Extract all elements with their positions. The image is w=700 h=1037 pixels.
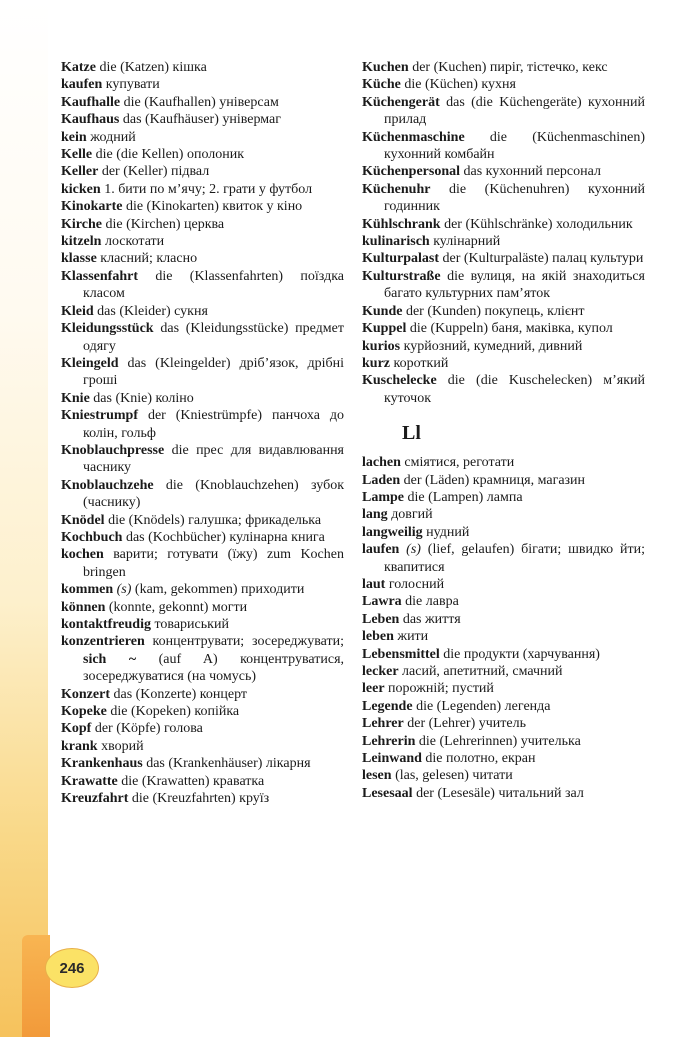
dictionary-entry (61, 755, 344, 772)
entry-definition: das (Knie) коліно (89, 390, 194, 406)
entry-headword: laufen (362, 542, 400, 558)
entry-headword: Lehrerin (362, 733, 416, 749)
entry-headword: Küchenuhr (362, 181, 431, 197)
dictionary-entry (61, 250, 344, 267)
entry-definition: жодний (86, 129, 136, 145)
entry-definition: die (Küchen) кухня (400, 77, 516, 93)
entry-definition: die (die Kuschelecken) м’який куточок (384, 373, 645, 406)
entry-definition: die (Kuppeln) баня, маківка, купол (406, 321, 613, 337)
entry-headword: Kniestrumpf (61, 408, 138, 424)
dictionary-entry (61, 94, 344, 111)
entry-definition: die (Kreuzfahrten) круїз (128, 791, 270, 807)
dictionary-entry (61, 407, 344, 442)
dictionary-entry (362, 767, 645, 784)
entry-headword: leben (362, 629, 394, 645)
left-column (61, 59, 344, 807)
entry-definition: die (Küchenuhren) кухонний годинник (384, 181, 645, 215)
entry-headword: Keller (61, 164, 99, 180)
entry-definition: das (Kochbücher) кулінарна книга (122, 529, 325, 545)
dictionary-entry (362, 216, 645, 233)
entry-definition: кулінарний (429, 234, 501, 250)
entry-headword: Kaufhaus (61, 112, 120, 128)
entry-definition: варити; готувати (їжу) zum Kochen bringen (83, 547, 344, 580)
entry-headword: Kopeke (61, 704, 107, 720)
entry-definition: die (Legenden) легенда (412, 698, 551, 714)
entry-definition: 1. бити по м’ячу; 2. грати у футбол (100, 181, 313, 197)
entry-headword: Lampe (362, 489, 404, 505)
dictionary-entry (362, 250, 645, 267)
dictionary-entry (362, 472, 645, 489)
entry-definition: die прес для видавлювання часнику (83, 442, 344, 476)
entry-headword: Laden (362, 472, 401, 488)
dictionary-entry (362, 94, 645, 129)
entry-definition: довгий (387, 507, 433, 523)
right-column-k-entries (362, 59, 645, 407)
entry-headword: kicken (61, 181, 101, 197)
dictionary-entry (61, 738, 344, 755)
entry-definition: das (Kleider) сукня (93, 303, 208, 319)
entry-definition: das (Kleidungsstücke) предмет одягу (83, 321, 344, 354)
entry-definition: das (Kleingelder) дріб’язок, дрібні гроші (83, 355, 344, 389)
entry-headword: kommen (61, 582, 114, 598)
entry-definition: ласий, апетитний, смачний (398, 664, 563, 679)
entry-definition: die (Klassenfahrten) поїздка класом (83, 268, 344, 302)
entry-headword: Kuschelecke (362, 373, 437, 389)
entry-headword: Klassenfahrt (61, 268, 138, 284)
entry-definition: der (Kniestrümpfe) панчоха до колін, гольф (83, 408, 344, 441)
dictionary-entry (61, 790, 344, 807)
entry-definition: (konnte, gekonnt) могти (105, 599, 248, 615)
dictionary-entry (61, 616, 344, 633)
entry-headword: Knie (61, 390, 90, 406)
dictionary-entry (61, 181, 344, 198)
entry-definition: (las, gelesen) читати (391, 768, 513, 784)
entry-headword: kaufen (61, 77, 103, 93)
dictionary-entry (61, 59, 344, 76)
entry-definition: die (Krawatten) краватка (117, 773, 265, 789)
entry-headword: kontaktfreudig (61, 617, 151, 632)
entry-definition: die продукти (харчування) (439, 646, 600, 662)
dictionary-entry (362, 76, 645, 93)
entry-definition: die (Kopeken) копійка (106, 704, 240, 720)
entry-headword: Küchenmaschine (362, 129, 465, 145)
entry-headword: krank (61, 738, 98, 754)
entry-definition: das життя (399, 611, 461, 627)
dictionary-entry (362, 611, 645, 628)
dictionary-entry (362, 698, 645, 715)
entry-headword: Lehrer (362, 716, 404, 732)
margin-stripe (0, 0, 48, 1037)
dictionary-entry (61, 686, 344, 703)
entry-headword: kurios (362, 338, 401, 354)
entry-definition: die вулиця, на якій знаходиться багато культурних пам’яток (384, 268, 645, 302)
entry-headword: kulinarisch (362, 234, 430, 250)
entry-headword: kitzeln (61, 234, 102, 250)
entry-definition: нудний (422, 524, 470, 540)
entry-headword: lecker (362, 664, 399, 679)
entry-grammar-note: (s) (399, 542, 421, 558)
dictionary-entry (362, 680, 645, 697)
entry-definition: das (die Küchengeräte) кухонний прилад (384, 94, 645, 128)
dictionary-entry (61, 477, 344, 512)
entry-definition: der (Kühlschränke) холодильник (440, 216, 633, 232)
dictionary-entry (61, 76, 344, 93)
entry-headword: langweilig (362, 524, 423, 540)
entry-definition: порожній; пустий (384, 681, 494, 697)
entry-headword: Leinwand (362, 751, 422, 767)
entry-definition: жити (393, 629, 429, 645)
entry-definition: лоскотати (101, 234, 165, 250)
entry-headword: Küchengerät (362, 94, 440, 110)
entry-headword: Kopf (61, 721, 92, 737)
page-tab-decoration (22, 935, 50, 1037)
entry-headword: lachen (362, 455, 401, 471)
entry-headword: Kaufhalle (61, 94, 121, 110)
entry-definition: сміятися, реготати (400, 455, 515, 471)
entry-definition: (lief, gelaufen) бігати; швидко йти; квапитися (384, 542, 645, 575)
entry-headword: Lebensmittel (362, 646, 440, 662)
entry-definition: der (Keller) підвал (98, 164, 210, 180)
entry-headword: konzentrieren (61, 634, 145, 650)
dictionary-entry (362, 750, 645, 767)
dictionary-entry (362, 59, 645, 76)
entry-definition: das (Kaufhäuser) універмаг (119, 112, 282, 128)
entry-headword: Kinokarte (61, 199, 123, 215)
dictionary-entry (61, 198, 344, 215)
entry-headword: Küche (362, 77, 401, 93)
entry-definition: der (Köpfe) голова (91, 721, 203, 737)
entry-definition: die (Katzen) кішка (95, 60, 207, 75)
dictionary-entry (61, 390, 344, 407)
dictionary-entry (362, 506, 645, 523)
page-number: 246 (45, 948, 99, 988)
entry-definition: die (Knödels) галушка; фрикаделька (104, 512, 322, 528)
dictionary-entry (362, 454, 645, 471)
dictionary-entry (362, 524, 645, 541)
entry-subheadword: sich ~ (83, 651, 137, 667)
entry-headword: laut (362, 576, 386, 592)
entry-headword: Kunde (362, 303, 403, 319)
dictionary-entry (61, 268, 344, 303)
dictionary-entry (362, 163, 645, 180)
entry-definition: die (Knoblauchzehen) зубок (часнику) (83, 477, 344, 511)
entry-definition: die (Küchenmaschinen) кухонний комбайн (384, 129, 645, 163)
entry-definition: der (Kuchen) пиріг, тістечко, кекс (408, 60, 608, 75)
entry-headword: Kreuzfahrt (61, 791, 129, 807)
dictionary-entry (61, 355, 344, 390)
entry-headword: Krawatte (61, 773, 118, 789)
dictionary-entry (61, 303, 344, 320)
dictionary-entry (61, 163, 344, 180)
entry-headword: lesen (362, 768, 392, 784)
entry-subdefinition: (auf A) концентруватися, зосереджуватися (на чомусь) (83, 651, 345, 685)
entry-definition: курйозний, кумедний, дивний (400, 338, 583, 354)
entry-definition: die (Kinokarten) квиток у кіно (122, 199, 303, 215)
entry-definition: die (Lehrerinnen) учителька (415, 733, 581, 749)
entry-definition: короткий (390, 355, 449, 371)
entry-headword: lang (362, 507, 388, 523)
dictionary-entry (61, 216, 344, 233)
entry-definition: der (Lehrer) учитель (403, 716, 526, 732)
entry-headword: Küchenpersonal (362, 164, 461, 180)
entry-headword: Kulturpalast (362, 251, 440, 267)
dictionary-entry (61, 529, 344, 546)
entry-headword: Kleingeld (61, 355, 119, 371)
dictionary-entry (61, 129, 344, 146)
entry-definition: голосний (385, 576, 445, 592)
dictionary-entry (61, 581, 344, 598)
dictionary-entry (362, 372, 645, 407)
entry-headword: kochen (61, 547, 104, 563)
dictionary-entry (362, 338, 645, 355)
entry-definition: купувати (102, 77, 160, 93)
dictionary-entry (61, 320, 344, 355)
entry-definition: das (Konzerte) концерт (109, 686, 247, 702)
right-column-l-entries (362, 454, 645, 802)
entry-headword: Kochbuch (61, 529, 123, 545)
entry-definition: der (Kunden) покупець, клієнт (402, 303, 585, 319)
entry-headword: Kuppel (362, 321, 407, 337)
entry-definition: хворий (97, 738, 144, 754)
dictionary-entry (362, 715, 645, 732)
entry-headword: Lesesaal (362, 785, 413, 801)
dictionary-entry (362, 320, 645, 337)
dictionary-entry (362, 181, 645, 216)
dictionary-entry (362, 541, 645, 576)
dictionary-entry (362, 628, 645, 645)
dictionary-entry (362, 576, 645, 593)
entry-definition: (kam, gekommen) приходити (131, 582, 305, 598)
entry-headword: Legende (362, 698, 413, 714)
dictionary-entry (61, 703, 344, 720)
entry-headword: Katze (61, 60, 96, 75)
entry-headword: können (61, 599, 106, 615)
dictionary-entry (61, 599, 344, 616)
dictionary-entry (61, 720, 344, 737)
entry-definition: die (Kaufhallen) універсам (120, 94, 279, 110)
entry-headword: kein (61, 129, 87, 145)
dictionary-entry (362, 785, 645, 802)
entry-headword: Knödel (61, 512, 105, 528)
dictionary-entry (61, 442, 344, 477)
dictionary-entry (362, 489, 645, 506)
dictionary-entry (362, 129, 645, 164)
dictionary-entry (61, 512, 344, 529)
entry-definition: die лавра (401, 594, 459, 610)
entry-definition: класний; класно (96, 251, 198, 267)
entry-definition: der (Läden) крамниця, магазин (400, 472, 586, 488)
dictionary-entry (362, 303, 645, 320)
entry-headword: Kühlschrank (362, 216, 441, 232)
entry-definition: die (Lampen) лампа (404, 489, 523, 505)
dictionary-entry (61, 546, 344, 581)
dictionary-entry (362, 233, 645, 250)
entry-headword: Krankenhaus (61, 756, 143, 772)
dictionary-entry (61, 773, 344, 790)
right-column (362, 59, 645, 802)
dictionary-entry (61, 111, 344, 128)
dictionary-entry (61, 233, 344, 250)
entry-definition: der (Kulturpaläste) палац культури (439, 251, 644, 267)
entry-definition: die (Kirchen) церква (101, 216, 225, 232)
entry-headword: Kleid (61, 303, 94, 319)
entry-headword: Kulturstraße (362, 268, 441, 284)
entry-headword: Kirche (61, 216, 102, 232)
entry-definition: die полотно, екран (421, 751, 536, 767)
letter-section-heading: Ll (402, 422, 421, 445)
entry-definition: концентрувати; зосереджувати; (144, 634, 344, 650)
entry-headword: Leben (362, 611, 400, 627)
entry-headword: Lawra (362, 594, 402, 610)
entry-definition: der (Lesesäle) читальний зал (412, 785, 584, 801)
entry-definition: товариський (150, 617, 229, 632)
dictionary-entry (362, 663, 645, 680)
entry-headword: klasse (61, 251, 97, 267)
entry-headword: Knoblauchpresse (61, 442, 165, 458)
entry-grammar-note: (s) (113, 582, 132, 598)
dictionary-entry (362, 646, 645, 663)
dictionary-entry (362, 355, 645, 372)
dictionary-entry (61, 633, 344, 685)
dictionary-entry (362, 593, 645, 610)
entry-headword: Konzert (61, 686, 110, 702)
dictionary-entry (362, 268, 645, 303)
entry-headword: leer (362, 681, 385, 697)
entry-headword: Kuchen (362, 60, 409, 75)
dictionary-entry (61, 146, 344, 163)
dictionary-entry (362, 733, 645, 750)
entry-definition: das кухонний персонал (460, 164, 601, 180)
entry-headword: Knoblauchzehe (61, 477, 154, 493)
entry-headword: Kelle (61, 147, 93, 163)
entry-headword: kurz (362, 355, 390, 371)
entry-definition: das (Krankenhäuser) лікарня (142, 756, 311, 772)
entry-definition: die (die Kellen) ополоник (92, 147, 245, 163)
entry-headword: Kleidungsstück (61, 321, 154, 337)
